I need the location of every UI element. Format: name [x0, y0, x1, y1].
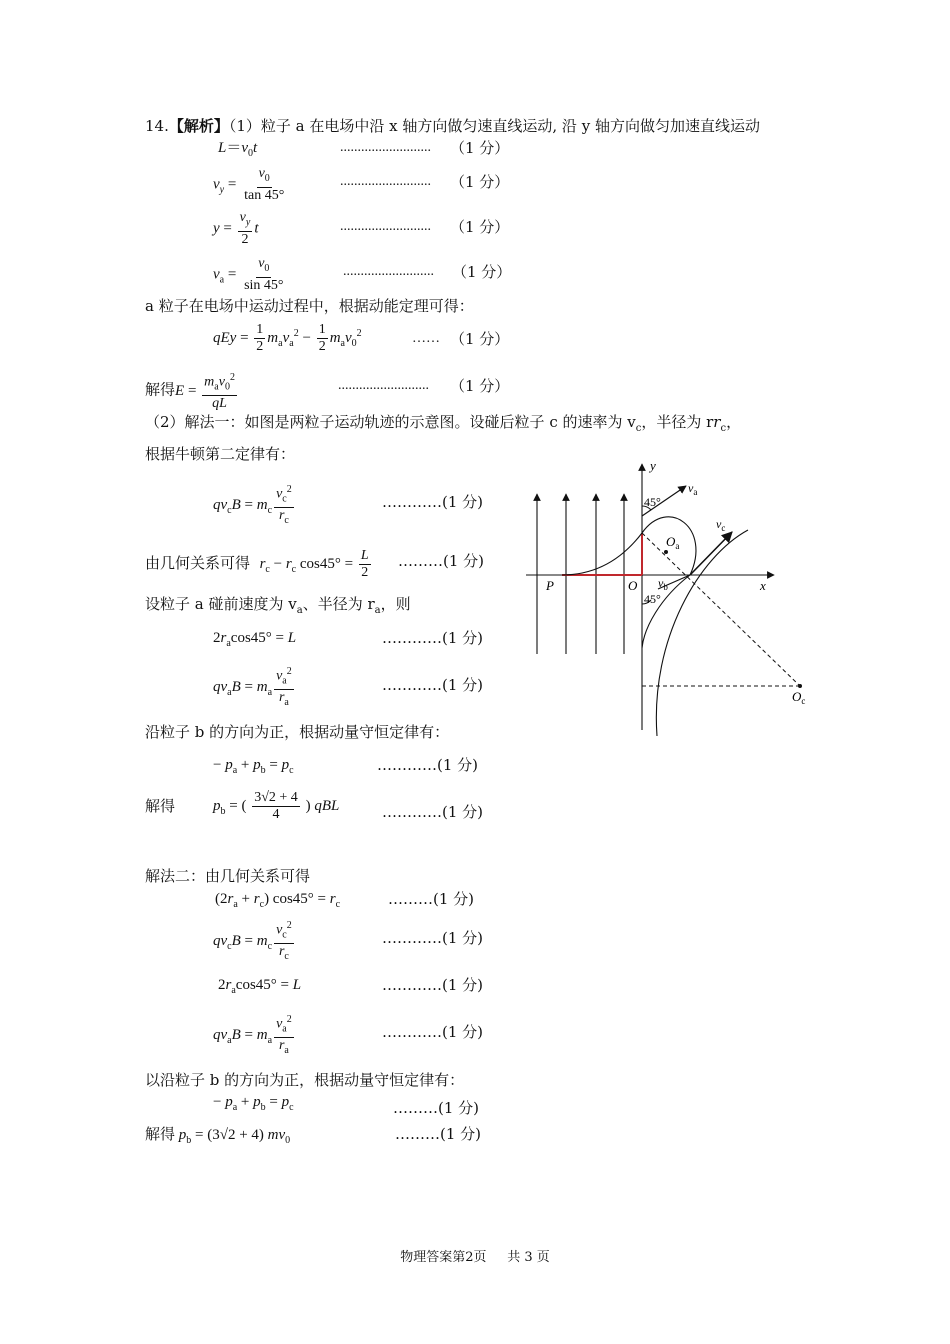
solve-label: 解得 — [145, 797, 176, 815]
score: ………(1 分) — [395, 1125, 482, 1143]
score: （1 分） — [450, 377, 510, 395]
label-x: x — [760, 578, 766, 593]
equation-energy: qEy = $\frac{1}{2}$ $m_av_a^2$ − $\frac{1}{2}$ $m_av_0^2$ — [213, 322, 362, 354]
score: …………(1 分) — [382, 1023, 484, 1041]
parabola-trajectory — [562, 533, 642, 575]
solve-pb-line — [145, 796, 175, 816]
equation-momentum-2: − $p_a + p_b = p_c$ — [213, 1094, 294, 1113]
score: （1 分） — [450, 173, 510, 191]
dots: .......................... — [338, 378, 429, 393]
solve-label: 解得 — [145, 1125, 176, 1143]
equation-y: y = $\frac{v_y}{2}$ t — [213, 210, 259, 247]
trajectory-diagram — [520, 458, 820, 738]
label-vb: $v_b$ — [658, 576, 668, 592]
footer-total: 共 3 页 — [507, 1250, 550, 1265]
equation-qvab-2: $qv_aB = m_a$ $\frac{v_a^2}{r_a}$ — [213, 1014, 292, 1057]
method2-intro: 解法二：由几何关系可得 — [145, 867, 311, 885]
solve-pb2-line: 解得 $p_b = (3√2 + 4)$ $mv_0$ — [145, 1125, 291, 1146]
solve-e-line: 解得E = $\frac{m_av_0^2}{qL}$ — [145, 372, 235, 412]
energy-intro: a 粒子在电场中运动过程中，根据动能定理可得： — [145, 297, 474, 315]
equation-vy: $v_y$ = $\frac{v_0}{\tan 45^\circ}$ — [213, 166, 285, 203]
score: （1 分） — [450, 218, 510, 236]
analysis-tag: 【解析】 — [168, 117, 229, 135]
geometry-line: 由几何关系可得 $r_c - r_c$ cos45° = $\frac{L}{2}$ — [145, 548, 369, 580]
score: …………(1 分) — [382, 676, 484, 694]
equation-qvcb: $qv_cB = m_c$ $\frac{v_c^2}{r_c}$ — [213, 484, 292, 527]
arc-c — [656, 530, 748, 736]
heading-line — [145, 116, 760, 136]
score: （1 分） — [450, 139, 510, 157]
newton-intro: 根据牛顿第二定律有： — [145, 445, 296, 463]
label-y: y — [650, 458, 656, 473]
score: …………(1 分) — [382, 629, 484, 647]
label-va: $v_a$ — [688, 481, 698, 497]
score: …………(1 分) — [377, 756, 479, 774]
score: …………(1 分) — [382, 803, 484, 821]
dots: .......................... — [340, 140, 431, 155]
label-p: P — [546, 578, 554, 593]
score: ………(1 分) — [388, 890, 475, 908]
equation-pb1: $p_b$ = ( $\frac{3√2 + 4}{4}$ ) qBL — [213, 790, 340, 822]
score: ………(1 分) — [393, 1099, 480, 1117]
equation-qvcb-2: $qv_cB = m_c$ $\frac{v_c^2}{r_c}$ — [213, 920, 292, 963]
part1-intro: （1）粒子 a 在电场中沿 x 轴方向做匀速直线运动, 沿 y 轴方向做匀加速直线运动 — [228, 117, 760, 135]
solve-label: 解得 — [145, 380, 176, 399]
dots: …… — [412, 331, 440, 346]
momentum2-intro: 以沿粒子 b 的方向为正，根据动量守恒定律有： — [145, 1071, 465, 1089]
page-footer — [0, 1246, 950, 1265]
equation-geom2: $(2r_a + r_c) \cos 45^\circ = r_c$ — [215, 891, 341, 910]
center-oa — [664, 550, 668, 554]
equation-2ra-2: $2r_a\cos 45^\circ = L$ — [218, 977, 302, 996]
score: …………(1 分) — [382, 929, 484, 947]
dots: .......................... — [343, 264, 434, 279]
geometry-label: 由几何关系可得 — [145, 553, 251, 572]
equation-l-v0t: $L=v_0t$ — [218, 140, 258, 159]
equation-2ra: $2r_a\cos 45^\circ = L$ — [213, 630, 297, 649]
label-o: O — [628, 578, 638, 593]
score: …………(1 分) — [382, 976, 484, 994]
center-oc — [798, 684, 802, 688]
score: （1 分） — [450, 330, 510, 348]
dashed-radius — [642, 533, 800, 686]
equation-qvab: $qv_aB = m_a$ $\frac{v_a^2}{r_a}$ — [213, 666, 292, 709]
footer-page: 物理答案第2页 — [400, 1250, 487, 1265]
set-a-line: 设粒子 a 碰前速度为 $v_a$、半径为 $r_a$，则 — [145, 595, 411, 616]
momentum-intro: 沿粒子 b 的方向为正，根据动量守恒定律有： — [145, 723, 450, 741]
equation-va: $v_a$ = $\frac{v_0}{\sin 45^\circ}$ — [213, 256, 284, 293]
equation-momentum: − $p_a + p_b = p_c$ — [213, 757, 294, 776]
label-oc: $O_c$ — [792, 689, 806, 706]
part2-intro: （2）解法一：如图是两粒子运动轨迹的示意图。设碰后粒子 c 的速率为 $v_c$，半径为 $rr_c$， — [145, 413, 742, 434]
label-angle-bottom: 45° — [644, 592, 661, 606]
dots: .......................... — [340, 174, 431, 189]
question-number: 14. — [145, 117, 169, 135]
score: …………(1 分) — [382, 493, 484, 511]
score: ………(1 分) — [398, 552, 485, 570]
label-oa: $O_a$ — [666, 534, 680, 551]
label-vc: $v_c$ — [716, 517, 726, 533]
label-angle-top: 45° — [644, 495, 661, 509]
score: （1 分） — [452, 263, 512, 281]
dots: .......................... — [340, 219, 431, 234]
